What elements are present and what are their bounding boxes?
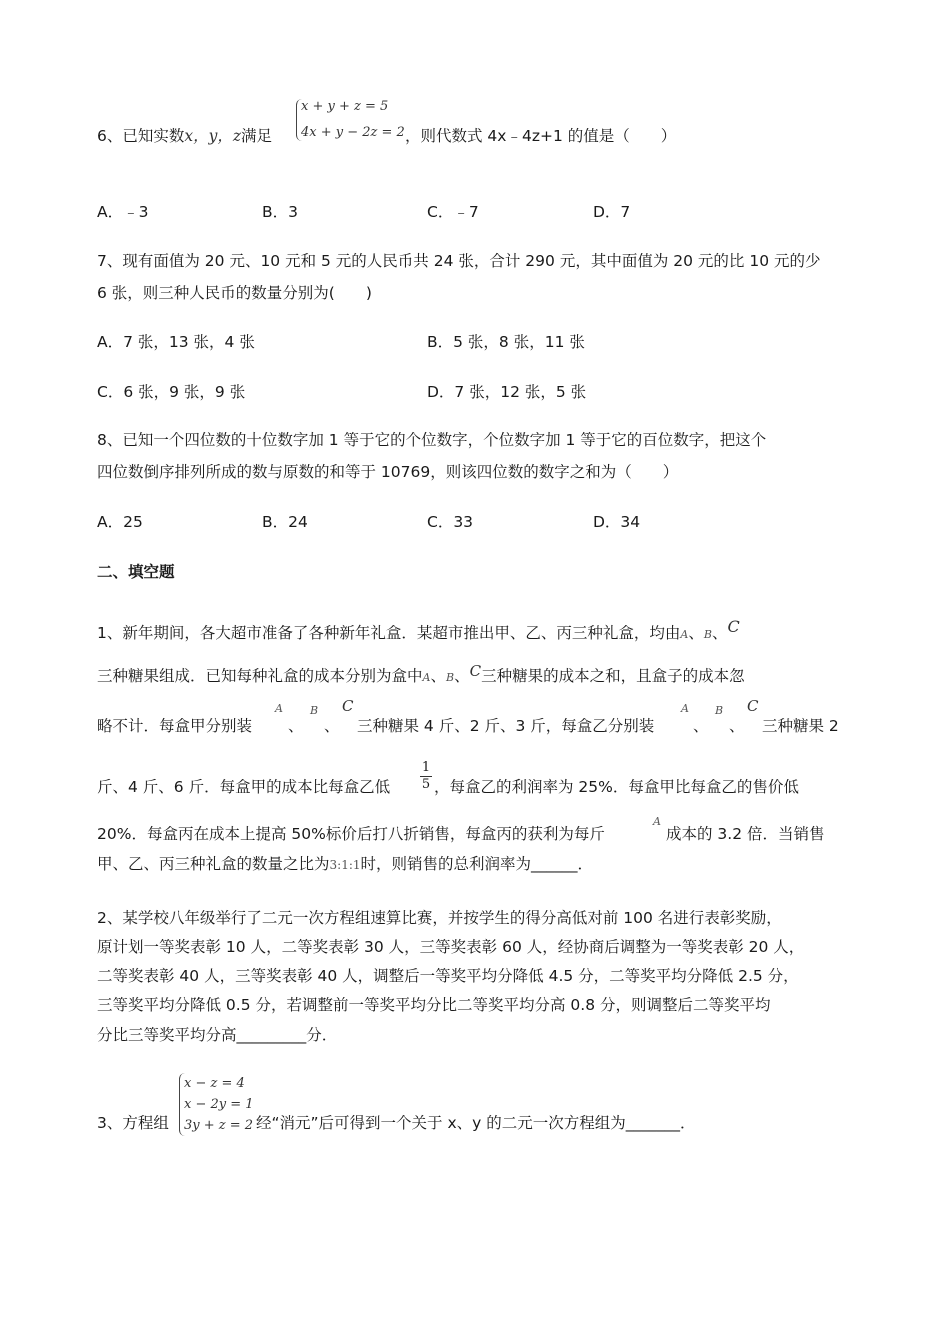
- q6-equation-system: [296, 99, 405, 141]
- q6-option-a: A．﹣3: [97, 203, 149, 221]
- q8-option-d: D．34: [593, 513, 641, 531]
- q6-eq-1: x + y + z = 5: [301, 99, 389, 114]
- f3-eq-1: x − z = 4: [184, 1076, 245, 1091]
- f2-line-3: 二等奖表彰 40 人，三等奖表彰 40 人，调整后一等奖平均分降低 4.5 分，二等奖平均分降低 2.5 分，: [97, 967, 799, 985]
- f1-l2a-text: 三种糖果组成．已知每种礼盒的成本分别为盒中: [97, 667, 423, 685]
- f1-line-5a: 20%．每盒丙在成本上提高 50%标价后打八折销售，每盒丙的获利为每斤: [97, 825, 605, 843]
- q6-option-d: D．7: [593, 203, 631, 221]
- q6-option-b: B．3: [262, 203, 298, 221]
- f1-l6a-text: 甲、乙、丙三种礼盒的数量之比为: [97, 855, 330, 873]
- q7-option-a: A．7 张，13 张，4 张: [97, 333, 255, 351]
- f1-frac-num: 1: [421, 760, 431, 775]
- f1-var-a: A: [680, 628, 689, 641]
- q7-line-2: 6 张，则三种人民币的数量分别为( ): [97, 284, 372, 302]
- q8-line-2: 四位数倒序排列所成的数与原数的和等于 10769，则该四位数的数字之和为（ ）: [97, 463, 679, 481]
- f1-var-a: A: [422, 671, 431, 684]
- q7-line-1: 7、现有面值为 20 元、10 元和 5 元的人民币共 24 张，合计 290 元，其中面值为 20 元的比 10 元的少: [97, 252, 821, 270]
- f1-var-b-l3b: B: [715, 704, 724, 717]
- f1-var-c: C: [727, 617, 740, 636]
- f1-var-a-l3b: A: [681, 702, 689, 715]
- q6-prefix: 6、已知实数: [97, 127, 185, 145]
- q6-suffix-a: 满足: [241, 127, 273, 145]
- section-title-fill-in: 二、填空题: [97, 563, 175, 581]
- q8-line-1: 8、已知一个四位数的十位数字加 1 等于它的个位数字，个位数字加 1 等于它的百位数字，把这个: [97, 431, 767, 449]
- f1-var-c-l3: C: [342, 697, 354, 715]
- q7-option-d: D．7 张，12 张，5 张: [427, 383, 587, 401]
- q6-option-c: C．﹣7: [427, 203, 479, 221]
- f1-var-c: C: [469, 662, 482, 680]
- f3-prefix: 3、方程组: [97, 1114, 169, 1132]
- f1-line-3a: 略不计．每盒甲分别装: [97, 717, 253, 735]
- f1-sep-l3b: 、: [729, 717, 745, 735]
- f1-ratio: 3:1:1: [329, 858, 361, 872]
- f1-fraction: [420, 760, 432, 793]
- f1-var-c-l3b: C: [747, 697, 759, 715]
- f2-line-5: 分比三等奖平均分高_________分．: [97, 1026, 338, 1044]
- q7-option-b: B．5 张，8 张，11 张: [427, 333, 585, 351]
- f3-suffix: 经“消元”后可得到一个关于 x、y 的二元一次方程组为_______．: [256, 1114, 696, 1132]
- f1-var-a-l3: A: [275, 702, 283, 715]
- q7-option-c: C．6 张，9 张，9 张: [97, 383, 246, 401]
- f1-var-b-l3: B: [310, 704, 319, 717]
- f1-line-2: [97, 664, 745, 686]
- f1-line-6: [97, 852, 593, 874]
- q8-option-c: C．33: [427, 513, 474, 531]
- f1-l1-text: 1、新年期间，各大超市准备了各种新年礼盒．某超市推出甲、乙、丙三种礼盒，均由: [97, 624, 681, 642]
- f3-eq-3: 3y + z = 2: [184, 1118, 254, 1133]
- f1-line-1: [97, 617, 740, 643]
- f1-var-a-l5: A: [653, 815, 661, 828]
- f1-sep-l3: 、: [324, 717, 340, 735]
- f1-sep: 、: [711, 624, 728, 642]
- f2-line-2: 原计划一等奖表彰 10 人，二等奖表彰 30 人，三等奖表彰 60 人，经协商后调整为一等奖表彰 20 人，: [97, 938, 805, 956]
- q8-option-b: B．24: [262, 513, 308, 531]
- q6-eq-2: 4x + y − 2z = 2: [301, 125, 405, 140]
- f1-sep: 、: [688, 624, 704, 642]
- f2-line-4: 三等奖平均分降低 0.5 分，若调整前一等奖平均分比二等奖平均分高 0.8 分，则调整后二等奖平均: [97, 996, 771, 1014]
- f1-sep-l3: 、: [288, 717, 304, 735]
- q6-text-prefix: [97, 124, 272, 146]
- q6-vars: x，y，z: [184, 127, 242, 145]
- f1-line-4b: ，每盒乙的利润率为 25%．每盒甲比每盒乙的售价低: [434, 778, 799, 796]
- f1-var-b: B: [445, 671, 455, 684]
- f1-frac-den: 5: [421, 777, 431, 792]
- f1-l2b-text: 三种糖果的成本之和，且盒子的成本忽: [481, 667, 745, 685]
- f1-sep-l3b: 、: [693, 717, 709, 735]
- q6-suffix-b: ，则代数式 4x﹣4z+1 的值是（ ）: [405, 127, 677, 145]
- f1-line-4a: 斤、4 斤、6 斤．每盒甲的成本比每盒乙低: [97, 778, 391, 796]
- f1-l6b-text: 时，则销售的总利润率为______．: [360, 855, 594, 873]
- f2-line-1: 2、某学校八年级举行了二元一次方程组速算比赛，并按学生的得分高低对前 100 名进行表彰奖励，: [97, 909, 782, 927]
- f1-sep: 、: [454, 667, 470, 685]
- f1-sep: 、: [430, 667, 446, 685]
- f3-eq-2: x − 2y = 1: [184, 1097, 254, 1112]
- f1-line-5b: 成本的 3.2 倍．当销售: [666, 825, 825, 843]
- f3-equation-system: [179, 1073, 254, 1136]
- f1-line-3b: 三种糖果 4 斤、2 斤、3 斤，每盒乙分别装: [357, 717, 655, 735]
- f1-line-3c: 三种糖果 2: [762, 717, 839, 735]
- f1-var-b: B: [703, 628, 712, 641]
- q8-option-a: A．25: [97, 513, 143, 531]
